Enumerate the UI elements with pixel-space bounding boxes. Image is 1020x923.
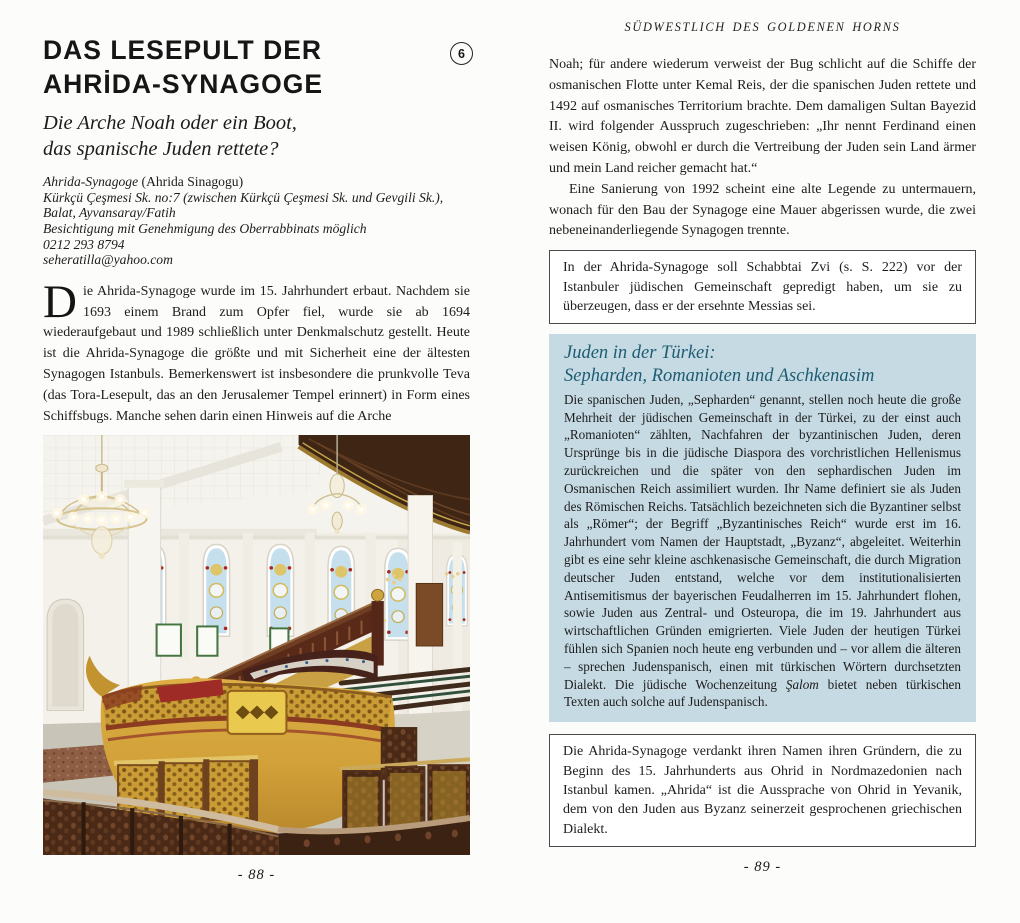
running-header: SÜDWESTLICH DES GOLDENEN HORNS <box>624 20 901 34</box>
venue-email: seheratilla@yahoo.com <box>43 252 173 268</box>
sidebar-box-juden-in-der-tuerkei <box>549 334 976 722</box>
synagogue-interior-photo <box>43 435 470 855</box>
info-box-name-origin: Die Ahrida-Synagoge verdankt ihren Namen ihren Gründern, die zu Beginn des 15. Jahrhunderts aus Ohrid in Nordmazedonien nach Istanbul kamen. „Ahrida“ ist die Aussprache von Ohrid in Yevanik, dem von den Juden aus Byzanz seinerzeit gesprochenen griechischen Dialekt. <box>549 734 976 847</box>
page-title-line1: DAS LESEPULT DER <box>43 35 323 65</box>
venue-name: Ahrida-Synagoge <box>43 174 139 190</box>
lead-paragraph-text: ie Ahrida-Synagoge wurde im 15. Jahrhundert erbaut. Nachdem sie 1693 einem Brand zum Opfer fiel, wurde sie ab 1694 wiederaufgebaut und 1989 schließlich unter Denkmalschutz gestellt. Heute ist die Ahrida-Synagoge die größte und mit Sicherheit eine der ältesten Synagogen Istanbuls. Bemerkenswert ist insbesondere die prunkvolle Teva (das Tora-Lesepult, das an den Jerusalemer Tempel erinnert) in Form eines Schiffsbugs. Manche sehen darin einen Hinweis auf die Arche <box>43 283 470 424</box>
sidebar-box-text-2: bietet neben türkischen Texten auch solche auf Judenspanisch. <box>564 676 961 710</box>
subtitle-line1: Die Arche Noah oder ein Boot, <box>43 111 297 134</box>
chapter-number-badge: 6 <box>450 42 473 65</box>
subtitle <box>43 111 470 162</box>
sidebar-box-heading-line2: Sepharden, Romanioten und Aschkenasim <box>564 365 875 386</box>
page-number-right: - 89 - <box>743 859 782 876</box>
newspaper-name: Şalom <box>785 676 819 692</box>
sidebar-box-body <box>564 391 961 711</box>
venue-info-block <box>43 174 470 268</box>
venue-district: Balat, Ayvansaray/Fatih <box>43 205 176 221</box>
sidebar-box-heading <box>564 342 961 386</box>
sidebar-box-text-1: Die spanischen Juden, „Sepharden“ genannt, stellen noch heute die große Mehrheit der jüdischen Gemeinschaft in der Türkei, zu der einst auch „Romanioten“ zählten, Nachfahren der byzantinischen Juden, deren Ursprünge bis in die jüdische Diaspora des vorchristlichen Hellenismus zurückreichen und die später von den sephardischen Juden im Osmanischen Reich assimiliert wurden. Ihr Name definiert sie als Juden des Römischen Reichs. Tatsächlich bezeichneten sich die Byzantiner selbst als „Römer“; der Begriff „Byzantinisches Reich“ wurde erst im 16. Jahrhundert vom Namen der Hauptstadt, „Byzanz“, abgeleitet. Weiterhin gibt es eine sehr kleine aschkenasische Gemeinschaft, die durch Migration deutscher Juden entstand, welche vor dem institutionalisierten Antisemitismus der bayerischen Feudalherren im 15. Jahrhundert flohen, sowie Juden aus Zentral- und Osteuropa, die im 19. Jahrhundert aus wirtschaftlichen Gründen emigrierten. Viele Juden der heutigen Türkei fühlen sich Spanien noch heute eng verbunden und – vor allem die älteren – sprechen Judenspanisch, einen mit türkischen Wörtern durchsetzten Dialekt. Die jüdische Wochenzeitung <box>564 391 961 692</box>
page-title-line2: AHRİDA-SYNAGOGE <box>43 69 324 100</box>
venue-name-line <box>43 174 470 190</box>
photo-ceiling <box>43 435 470 540</box>
venue-street: Kürkçü Çeşmesi Sk. no:7 (zwischen Kürkçü Çeşmesi Sk. und Gevgili Sk.), <box>43 189 444 205</box>
venue-phone: 0212 293 8794 <box>43 236 125 252</box>
info-box-schabbtai: In der Ahrida-Synagoge soll Schabbtai Zvi (s. S. 222) vor der Istanbuler jüdischen Gemeinschaft gepredigt haben, um sie zu überzeugen, dass er der ersehnte Messias sei. <box>549 250 976 324</box>
left-page <box>43 0 470 884</box>
photo-door <box>416 584 442 647</box>
venue-name-turkish: (Ahrida Sinagogu) <box>138 174 244 190</box>
page-number-left: - 88 - <box>237 867 276 884</box>
paragraph-noah: Noah; für andere wiederum verweist der Bug schlicht auf die Schiffe der osmanischen Flotte unter Kemal Reis, der die spanischen Juden rettete und 1492 auf osmanisches Territorium brachte. Dem damaligen Sultan Bayezid II. wird folgender Ausspruch zugeschrieben: „Ihr nennt Ferdinand einen weisen König, obwohl er durch die Vertreibung der Juden sein Land ärmer und mein Land reicher gemacht hat.“ <box>549 57 976 176</box>
page-title <box>43 33 470 102</box>
venue-visiting-note: Besichtigung mit Genehmigung des Oberrabbinats möglich <box>43 221 367 236</box>
sidebar-box-heading-line1: Juden in der Türkei: <box>564 343 716 364</box>
right-page <box>549 0 976 876</box>
lead-paragraph <box>43 275 470 428</box>
drop-cap: D <box>43 275 77 328</box>
paragraph-sanierung: Eine Sanierung von 1992 scheint eine alte Legende zu untermauern, wonach für den Bau der Synagoge eine Mauer abgerissen wurde, die zwei nebeneinanderliegende Synagogen trennte. <box>549 181 976 239</box>
subtitle-line2: das spanische Juden rettete? <box>43 137 279 160</box>
